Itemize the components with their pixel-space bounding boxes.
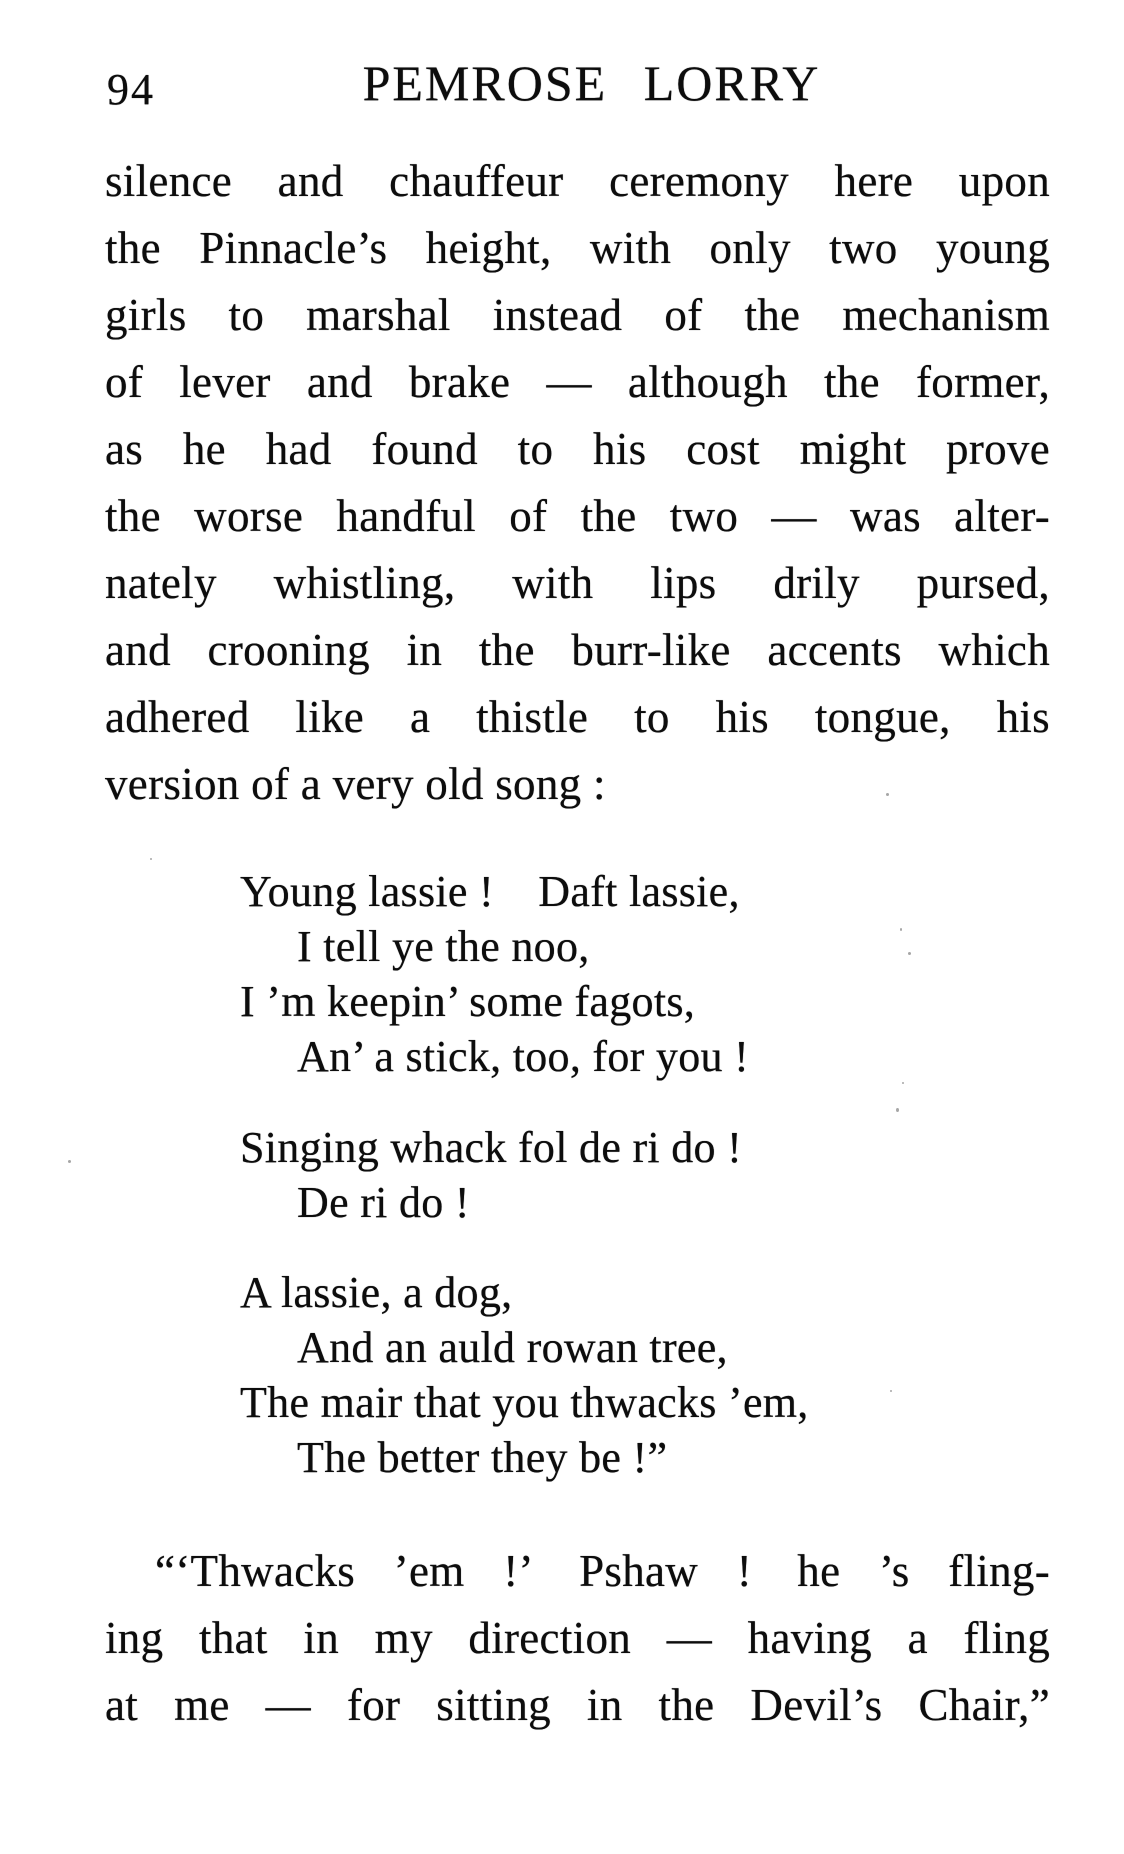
- poem-line: I ’m keepin’ some fagots,: [240, 977, 696, 1026]
- paragraph-line: as he had found to his cost might prove: [105, 424, 1050, 474]
- closing-paragraph: [105, 1538, 1050, 1739]
- poem-line: De ri do !: [297, 1178, 470, 1227]
- scan-speck: [896, 1108, 899, 1112]
- poem-line: Young lassie ! Daft lassie,: [240, 867, 740, 916]
- running-title: PEMROSE LORRY: [362, 55, 821, 111]
- song-stanza-1: [105, 864, 1050, 1084]
- paragraph-line: ing that in my direction — having a fling: [105, 1613, 1050, 1663]
- poem-line: Singing whack fol de ri do !: [240, 1123, 743, 1172]
- paragraph-line: the Pinnacle’s height, with only two young: [105, 223, 1050, 273]
- paragraph-line: at me — for sitting in the Devil’s Chair,”: [105, 1680, 1050, 1730]
- scan-speck: [150, 858, 152, 860]
- song-stanza-2: [105, 1120, 1050, 1230]
- scan-speck: [890, 1390, 892, 1392]
- paragraph-line: the worse handful of the two — was alter-: [105, 491, 1050, 541]
- paragraph-line: adhered like a thistle to his tongue, his: [105, 692, 1050, 742]
- song-stanza-3: [105, 1265, 1050, 1485]
- scan-speck: [886, 793, 889, 796]
- scan-speck: [68, 1160, 71, 1163]
- page-number: 94: [107, 65, 155, 114]
- paragraph-line: nately whistling, with lips drily pursed,: [105, 558, 1050, 608]
- scan-speck: [908, 952, 911, 955]
- opening-paragraph: [105, 148, 1050, 818]
- paragraph-line: and crooning in the burr-like accents which: [105, 625, 1050, 675]
- poem-line: A lassie, a dog,: [240, 1268, 513, 1317]
- poem-line: The better they be !”: [297, 1433, 668, 1482]
- scan-speck: [902, 1082, 904, 1084]
- paragraph-line: girls to marshal instead of the mechanism: [105, 290, 1050, 340]
- poem-line: The mair that you thwacks ’em,: [240, 1378, 809, 1427]
- paragraph-line: version of a very old song :: [105, 759, 606, 809]
- scan-speck: [900, 928, 902, 931]
- poem-line: An’ a stick, too, for you !: [297, 1032, 750, 1081]
- paragraph-line: of lever and brake — although the former,: [105, 357, 1050, 407]
- paragraph-line: “‘Thwacks ’em !’ Pshaw ! he ’s fling-: [155, 1546, 1050, 1596]
- paragraph-line: silence and chauffeur ceremony here upon: [105, 156, 1050, 206]
- poem-line: I tell ye the noo,: [297, 922, 590, 971]
- poem-line: And an auld rowan tree,: [297, 1323, 728, 1372]
- page-header: [105, 55, 1050, 118]
